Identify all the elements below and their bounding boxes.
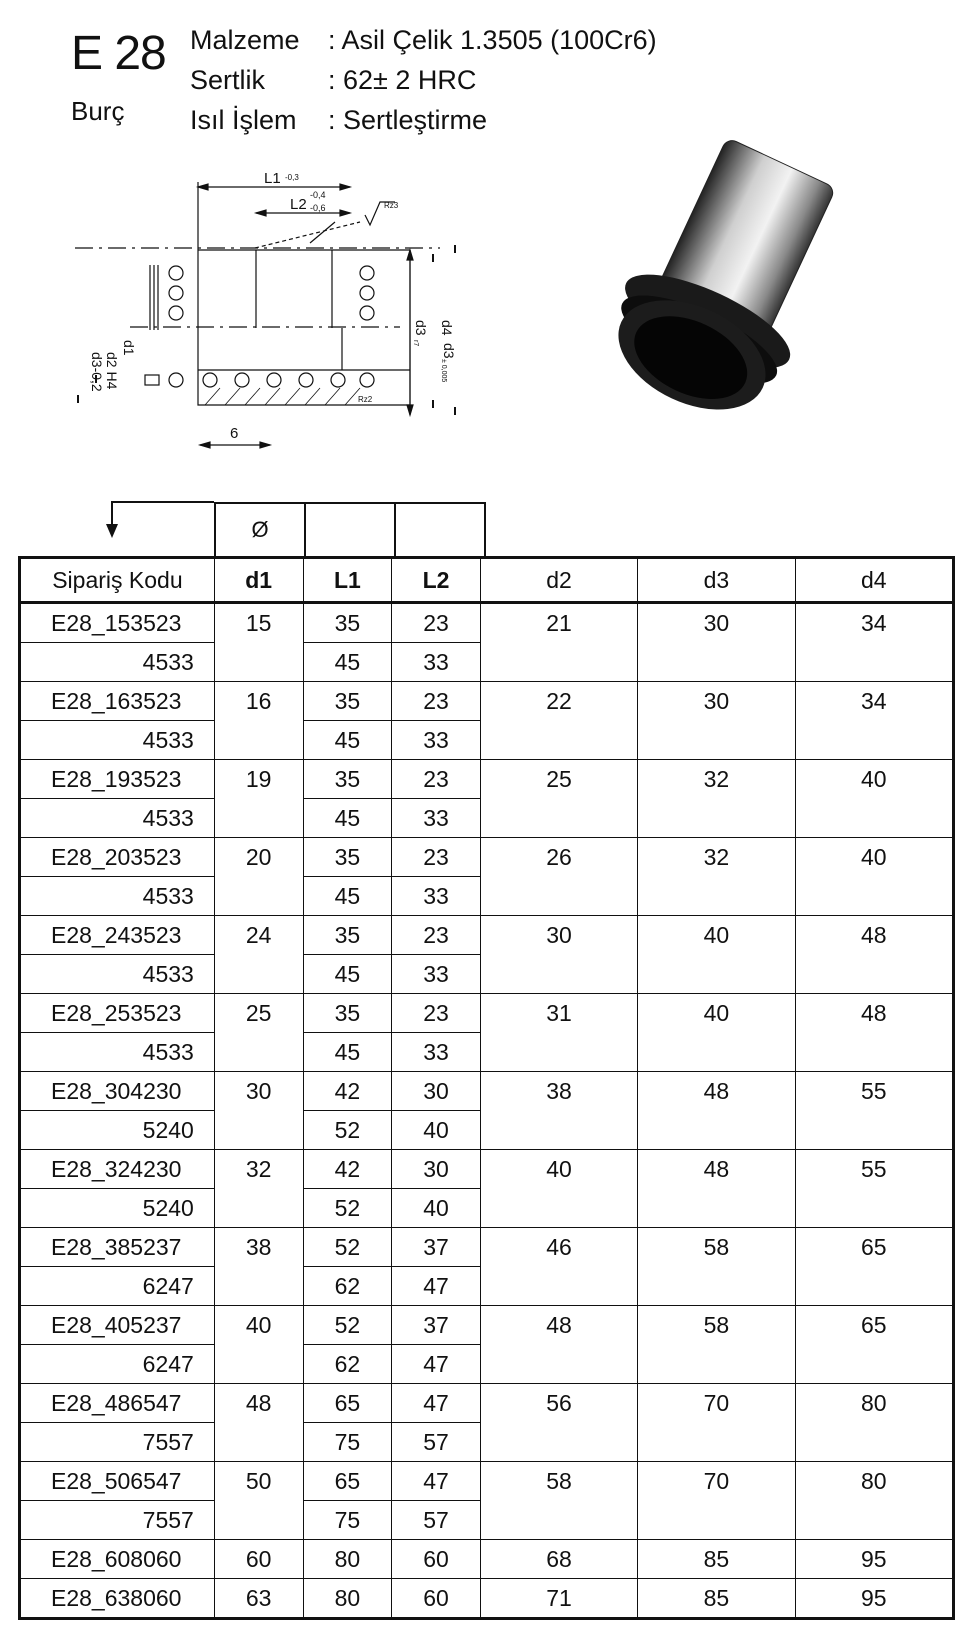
table-row xyxy=(20,838,954,877)
dim-l1: L1 xyxy=(264,170,281,187)
dim-d3-right-tol: ± 0,005 xyxy=(440,359,447,383)
table-cell: 45 xyxy=(303,799,392,838)
table-cell: 22 xyxy=(480,682,637,760)
dim-d3-mid: d3 xyxy=(413,320,429,336)
col-header: d4 xyxy=(795,558,953,603)
table-cell: 33 xyxy=(392,955,481,994)
table-cell: E28_253523 xyxy=(20,994,215,1033)
technical-drawing xyxy=(70,170,470,455)
table-cell: 45 xyxy=(303,955,392,994)
table-cell: 58 xyxy=(480,1462,637,1540)
table-cell: 40 xyxy=(480,1150,637,1228)
col-header: L1 xyxy=(303,558,392,603)
table-cell: 35 xyxy=(303,603,392,643)
table-cell: 48 xyxy=(638,1072,795,1150)
dim-d2: d2 H4 xyxy=(104,352,120,390)
table-cell: 6247 xyxy=(20,1345,215,1384)
table-cell: 23 xyxy=(392,916,481,955)
dim-d3-mid-tol: r7 xyxy=(412,340,419,347)
table-cell: 33 xyxy=(392,643,481,682)
table-row xyxy=(20,1150,954,1189)
dim-l1-tol: -0,3 xyxy=(285,173,299,182)
table-cell: 35 xyxy=(303,916,392,955)
table-cell: 40 xyxy=(638,994,795,1072)
dim-l2: L2 xyxy=(290,196,307,213)
table-cell: E28_304230 xyxy=(20,1072,215,1111)
table-cell: 30 xyxy=(392,1072,481,1111)
product-subtitle: Burç xyxy=(71,96,125,126)
table-cell: 52 xyxy=(303,1111,392,1150)
diameter-header xyxy=(214,502,486,558)
table-cell: 56 xyxy=(480,1384,637,1462)
table-cell: 55 xyxy=(795,1072,953,1150)
table-cell: 15 xyxy=(214,603,303,682)
table-cell: 4533 xyxy=(20,799,215,838)
table-cell: 50 xyxy=(214,1462,303,1540)
dim-d3-left: d3-0,2 xyxy=(89,352,105,392)
table-cell: 5240 xyxy=(20,1111,215,1150)
table-cell: 23 xyxy=(392,603,481,643)
col-header: Sipariş Kodu xyxy=(20,558,215,603)
table-cell: 33 xyxy=(392,877,481,916)
table-cell: 34 xyxy=(795,682,953,760)
table-cell: 4533 xyxy=(20,877,215,916)
table-header-row xyxy=(20,558,954,603)
table-cell: E28_153523 xyxy=(20,603,215,643)
table-cell: E28_608060 xyxy=(20,1540,215,1579)
table-row xyxy=(20,682,954,721)
table-cell: 4533 xyxy=(20,955,215,994)
table-cell: 33 xyxy=(392,1033,481,1072)
table-row xyxy=(20,1462,954,1501)
table-cell: 40 xyxy=(795,838,953,916)
table-cell: 47 xyxy=(392,1345,481,1384)
table-cell: 6247 xyxy=(20,1267,215,1306)
dimension-table xyxy=(18,556,955,1620)
table-cell: 46 xyxy=(480,1228,637,1306)
table-cell: 57 xyxy=(392,1501,481,1540)
diameter-symbol: Ø xyxy=(215,503,305,557)
table-cell: 4533 xyxy=(20,1033,215,1072)
table-cell: 40 xyxy=(392,1111,481,1150)
table-cell: 32 xyxy=(638,760,795,838)
table-cell: 40 xyxy=(392,1189,481,1228)
col-header: d2 xyxy=(480,558,637,603)
table-cell: 85 xyxy=(638,1579,795,1619)
table-cell: 70 xyxy=(638,1384,795,1462)
table-cell: 32 xyxy=(214,1150,303,1228)
table-row xyxy=(20,1228,954,1267)
table-cell: 35 xyxy=(303,838,392,877)
down-arrow-icon xyxy=(100,500,220,540)
col-header: L2 xyxy=(392,558,481,603)
spec-value: : Asil Çelik 1.3505 (100Cr6) xyxy=(328,25,657,55)
table-cell: 48 xyxy=(638,1150,795,1228)
table-cell: 65 xyxy=(795,1306,953,1384)
spec-material xyxy=(190,20,657,60)
table-cell: 80 xyxy=(303,1540,392,1579)
table-cell: 47 xyxy=(392,1462,481,1501)
table-cell: 40 xyxy=(638,916,795,994)
table-cell: E28_193523 xyxy=(20,760,215,799)
table-row xyxy=(20,916,954,955)
table-cell: 23 xyxy=(392,682,481,721)
spec-key: Sertlik xyxy=(190,65,266,95)
table-cell: 80 xyxy=(795,1462,953,1540)
table-cell: 32 xyxy=(638,838,795,916)
spec-value: : Sertleştirme xyxy=(328,105,488,135)
table-cell: 85 xyxy=(638,1540,795,1579)
dim-l2-tol-top: -0,4 xyxy=(310,190,326,200)
table-cell: E28_203523 xyxy=(20,838,215,877)
dim-d3-right: d3 xyxy=(441,343,457,359)
spec-hardness xyxy=(190,60,657,100)
table-cell: E28_638060 xyxy=(20,1579,215,1619)
table-cell: 47 xyxy=(392,1267,481,1306)
table-cell: 45 xyxy=(303,1033,392,1072)
table-cell: 60 xyxy=(214,1540,303,1579)
table-cell: 60 xyxy=(392,1540,481,1579)
table-cell: 37 xyxy=(392,1306,481,1345)
table-cell: 60 xyxy=(392,1579,481,1619)
spec-value: : 62± 2 HRC xyxy=(328,65,477,95)
table-cell: 4533 xyxy=(20,643,215,682)
table-cell: 23 xyxy=(392,838,481,877)
table-cell: 95 xyxy=(795,1579,953,1619)
dim-d4: d4 xyxy=(439,320,455,336)
table-cell: 71 xyxy=(480,1579,637,1619)
table-cell: 58 xyxy=(638,1228,795,1306)
table-cell: E28_243523 xyxy=(20,916,215,955)
table-cell: 30 xyxy=(638,603,795,682)
table-cell: 33 xyxy=(392,799,481,838)
table-cell: 45 xyxy=(303,721,392,760)
rz2-label: Rz2 xyxy=(358,395,373,404)
rz3-label: Rz3 xyxy=(384,201,399,210)
table-cell: E28_385237 xyxy=(20,1228,215,1267)
table-cell: 65 xyxy=(795,1228,953,1306)
table-cell: 30 xyxy=(214,1072,303,1150)
table-cell: 70 xyxy=(638,1462,795,1540)
table-cell: 55 xyxy=(795,1150,953,1228)
table-cell: 35 xyxy=(303,994,392,1033)
table-cell: 4533 xyxy=(20,721,215,760)
table-cell: 80 xyxy=(795,1384,953,1462)
table-cell: E28_405237 xyxy=(20,1306,215,1345)
table-cell: 62 xyxy=(303,1345,392,1384)
table-cell: 23 xyxy=(392,994,481,1033)
table-cell: 62 xyxy=(303,1267,392,1306)
table-row xyxy=(20,760,954,799)
dim-d1: d1 xyxy=(121,340,137,356)
table-cell: 52 xyxy=(303,1306,392,1345)
table-row xyxy=(20,1579,954,1619)
table-cell: 57 xyxy=(392,1423,481,1462)
table-cell: 48 xyxy=(480,1306,637,1384)
table-cell: 16 xyxy=(214,682,303,760)
table-row xyxy=(20,603,954,643)
table-cell: 19 xyxy=(214,760,303,838)
table-cell: 63 xyxy=(214,1579,303,1619)
table-cell: 35 xyxy=(303,760,392,799)
table-cell: 20 xyxy=(214,838,303,916)
table-cell: 38 xyxy=(214,1228,303,1306)
bushing-photo xyxy=(580,138,860,428)
table-cell: 47 xyxy=(392,1384,481,1423)
table-cell: E28_486547 xyxy=(20,1384,215,1423)
table-cell: 65 xyxy=(303,1384,392,1423)
table-row xyxy=(20,1384,954,1423)
spec-key: Isıl İşlem xyxy=(190,105,297,135)
table-cell: 25 xyxy=(480,760,637,838)
dim-6: 6 xyxy=(230,425,239,442)
dim-l2-tol-bottom: -0,6 xyxy=(310,203,326,213)
specs-list xyxy=(190,20,657,140)
table-cell: 42 xyxy=(303,1150,392,1189)
table-cell: 21 xyxy=(480,603,637,682)
spec-key: Malzeme xyxy=(190,25,300,55)
table-cell: 48 xyxy=(795,916,953,994)
table-cell: 75 xyxy=(303,1501,392,1540)
table-cell: E28_324230 xyxy=(20,1150,215,1189)
table-cell: 34 xyxy=(795,603,953,682)
table-row xyxy=(20,1072,954,1111)
table-cell: 25 xyxy=(214,994,303,1072)
table-cell: 37 xyxy=(392,1228,481,1267)
table-cell: 33 xyxy=(392,721,481,760)
table-cell: 40 xyxy=(795,760,953,838)
col-header: d1 xyxy=(214,558,303,603)
table-cell: 52 xyxy=(303,1189,392,1228)
table-cell: 68 xyxy=(480,1540,637,1579)
table-cell: 30 xyxy=(480,916,637,994)
table-cell: 48 xyxy=(795,994,953,1072)
table-cell: 80 xyxy=(303,1579,392,1619)
product-code: E 28 xyxy=(71,27,166,80)
table-cell: 65 xyxy=(303,1462,392,1501)
spec-heat-treatment xyxy=(190,100,657,140)
table-cell: 7557 xyxy=(20,1423,215,1462)
table-cell: E28_163523 xyxy=(20,682,215,721)
table-cell: 31 xyxy=(480,994,637,1072)
col-header: d3 xyxy=(638,558,795,603)
table-cell: 52 xyxy=(303,1228,392,1267)
table-cell: 5240 xyxy=(20,1189,215,1228)
table-cell: 58 xyxy=(638,1306,795,1384)
table-cell: 24 xyxy=(214,916,303,994)
table-cell: 42 xyxy=(303,1072,392,1111)
table-cell: 30 xyxy=(638,682,795,760)
table-cell: 45 xyxy=(303,643,392,682)
table-cell: 45 xyxy=(303,877,392,916)
table-row xyxy=(20,1540,954,1579)
table-cell: 26 xyxy=(480,838,637,916)
table-row xyxy=(20,994,954,1033)
table-cell: 40 xyxy=(214,1306,303,1384)
table-cell: 95 xyxy=(795,1540,953,1579)
table-cell: 38 xyxy=(480,1072,637,1150)
table-cell: 75 xyxy=(303,1423,392,1462)
table-row xyxy=(20,1306,954,1345)
table-cell: 48 xyxy=(214,1384,303,1462)
table-cell: 35 xyxy=(303,682,392,721)
table-cell: 7557 xyxy=(20,1501,215,1540)
table-cell: E28_506547 xyxy=(20,1462,215,1501)
table-cell: 23 xyxy=(392,760,481,799)
table-cell: 30 xyxy=(392,1150,481,1189)
